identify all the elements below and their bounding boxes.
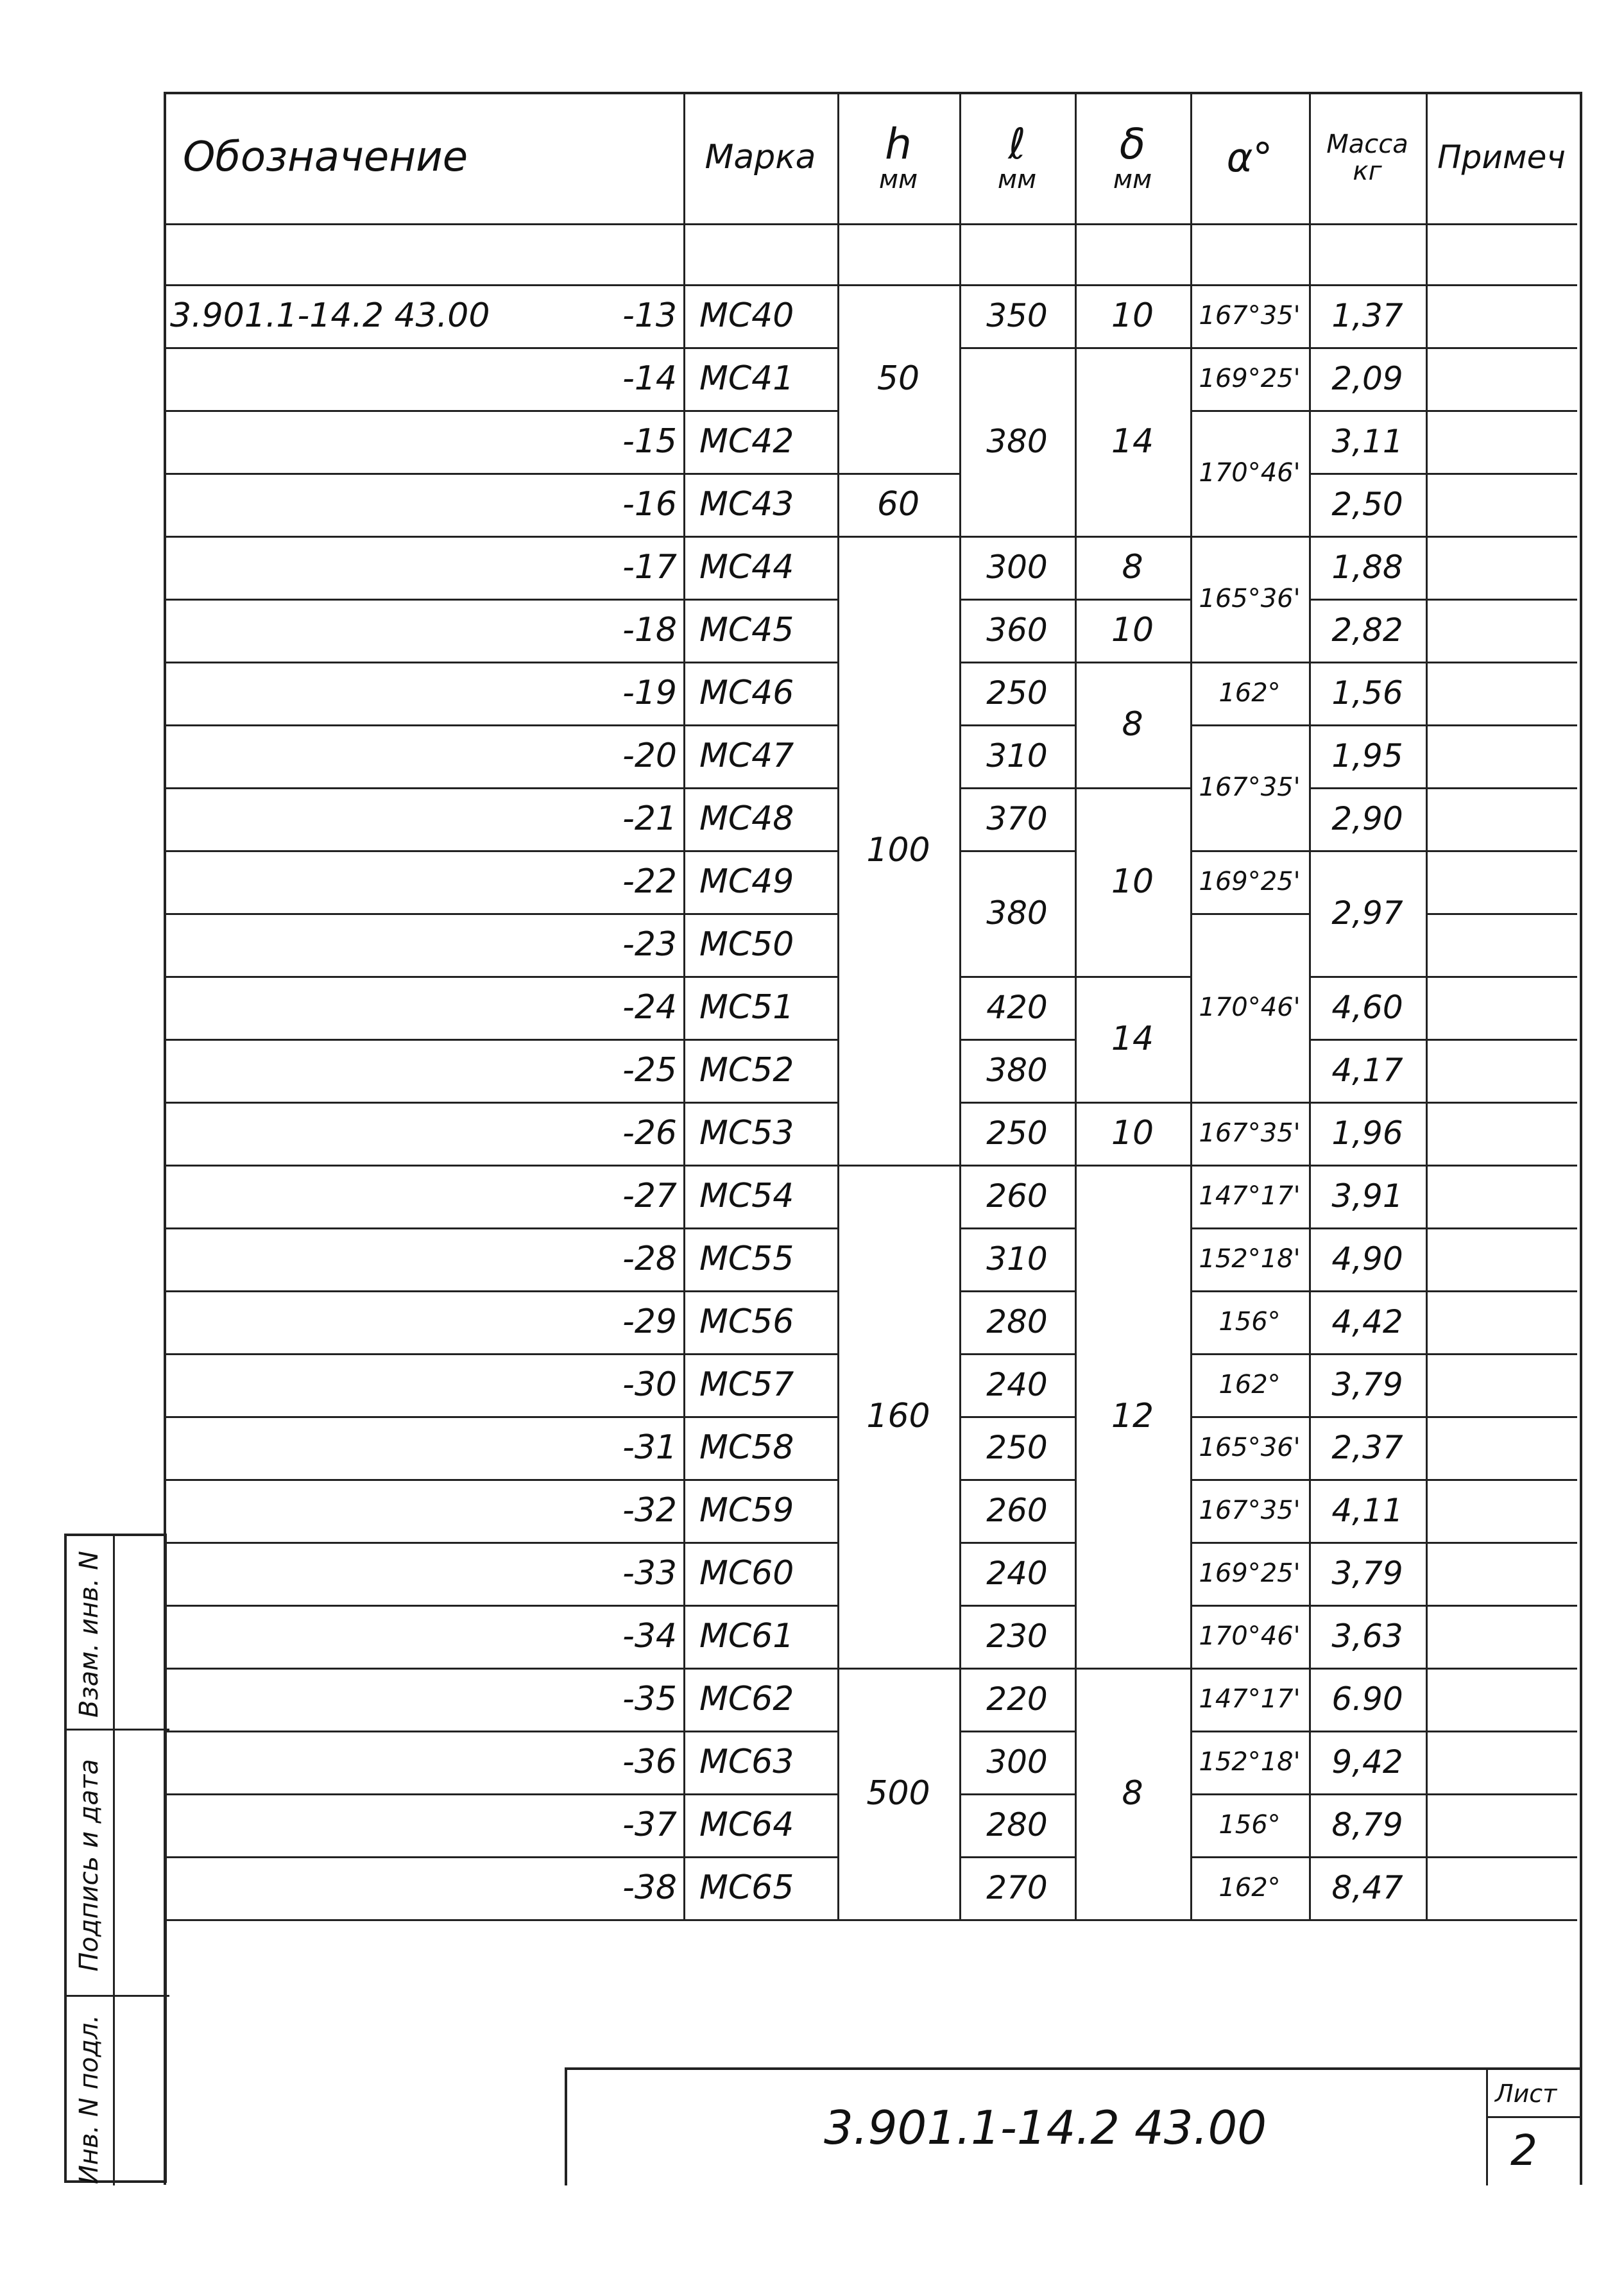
- header-l: [959, 92, 1075, 223]
- mark-cell: МС46: [699, 674, 794, 712]
- mark-cell: МС57: [699, 1365, 794, 1404]
- mass-cell: 2,50: [1331, 486, 1403, 523]
- mass-cell: 3,79: [1331, 1366, 1403, 1403]
- l-cell: 310: [986, 1240, 1048, 1278]
- header-mass-line: кг: [1353, 156, 1382, 186]
- row-line: [1426, 347, 1577, 349]
- alpha-cell: 169°25': [1199, 364, 1301, 393]
- l-cell: 240: [986, 1555, 1048, 1592]
- alpha-cell: 170°46': [1199, 993, 1301, 1022]
- alpha-cell: 156°: [1218, 1307, 1281, 1337]
- l-cell: 260: [986, 1177, 1048, 1215]
- mass-cell: 2,37: [1331, 1429, 1403, 1466]
- designation-suffix: -14: [622, 359, 677, 398]
- h-cell: 500: [866, 1774, 930, 1813]
- stamp-inv-no: Инв. N подл.: [74, 2014, 104, 2185]
- designation-suffix: -30: [622, 1365, 677, 1404]
- mark-cell: МС65: [699, 1868, 794, 1907]
- delta-cell: 14: [1111, 1020, 1154, 1058]
- mark-cell: МС51: [699, 988, 794, 1027]
- delta-cell: 8: [1122, 705, 1143, 744]
- l-cell: 380: [986, 423, 1048, 460]
- row-line: [1426, 1542, 1577, 1544]
- alpha-cell: 169°25': [1199, 867, 1301, 896]
- designation-suffix: -15: [622, 422, 677, 461]
- l-cell: 250: [986, 674, 1048, 712]
- designation-suffix: -33: [622, 1554, 677, 1593]
- mass-cell: 3,11: [1331, 423, 1403, 460]
- row-line: [1426, 976, 1577, 978]
- mass-cell: 1,37: [1331, 297, 1403, 334]
- mark-cell: МС58: [699, 1428, 794, 1467]
- alpha-cell: 162°: [1218, 1873, 1281, 1902]
- designation-suffix: -37: [622, 1806, 677, 1844]
- designation-suffix: -16: [622, 485, 677, 524]
- delta-cell: 10: [1111, 296, 1154, 335]
- row-line: [164, 1919, 1577, 1921]
- header-mark-line: Марка: [705, 138, 816, 177]
- header-note: [1426, 92, 1577, 223]
- designation-suffix: -26: [622, 1114, 677, 1152]
- mass-cell: 9,42: [1331, 1743, 1403, 1781]
- header-h: [837, 92, 959, 223]
- alpha-cell: 165°36': [1199, 584, 1301, 613]
- mark-cell: МС64: [699, 1806, 794, 1844]
- designation-suffix: -23: [622, 925, 677, 964]
- mass-cell: 8,79: [1331, 1806, 1403, 1843]
- row-line: [1426, 1605, 1577, 1607]
- mass-cell: 2,97: [1331, 894, 1403, 932]
- mass-cell: 2,90: [1331, 800, 1403, 837]
- designation-suffix: -29: [622, 1303, 677, 1341]
- delta-cell: 10: [1111, 862, 1154, 901]
- column-line: [837, 92, 839, 1919]
- column-line: [683, 92, 685, 1919]
- mass-cell: 2,82: [1331, 611, 1403, 649]
- mark-cell: МС45: [699, 611, 794, 649]
- row-line: [1426, 410, 1577, 412]
- row-line: [1426, 1165, 1577, 1167]
- l-cell: 300: [986, 1743, 1048, 1781]
- alpha-cell: 169°25': [1199, 1559, 1301, 1588]
- l-cell: 220: [986, 1680, 1048, 1718]
- designation-suffix: -20: [622, 737, 677, 775]
- l-cell: 350: [986, 297, 1048, 334]
- designation-suffix: -18: [622, 611, 677, 649]
- column-line: [1426, 92, 1428, 1919]
- mass-cell: 6.90: [1331, 1680, 1403, 1718]
- alpha-cell: 147°17': [1199, 1181, 1301, 1211]
- mark-cell: МС56: [699, 1303, 794, 1341]
- mass-cell: 1,95: [1331, 737, 1403, 774]
- l-cell: 360: [986, 611, 1048, 649]
- designation-suffix: -22: [622, 862, 677, 901]
- alpha-cell: 170°46': [1199, 1621, 1301, 1651]
- row-line: [1426, 1039, 1577, 1041]
- mass-cell: 2,09: [1331, 360, 1403, 397]
- delta-cell: 10: [1111, 611, 1154, 649]
- mark-cell: МС59: [699, 1491, 794, 1530]
- row-line: [164, 223, 1577, 225]
- sheet-number: 2: [1510, 2125, 1537, 2175]
- mark-cell: МС62: [699, 1680, 794, 1718]
- l-cell: 270: [986, 1869, 1048, 1906]
- l-cell: 380: [986, 1052, 1048, 1089]
- mark-cell: МС61: [699, 1617, 794, 1655]
- mass-cell: 1,56: [1331, 674, 1403, 712]
- header-delta-line: δ: [1119, 119, 1146, 169]
- delta-cell: 12: [1111, 1397, 1154, 1435]
- mark-cell: МС49: [699, 862, 794, 901]
- side-stamp: [64, 1534, 167, 2183]
- header-note-line: Примеч: [1437, 139, 1566, 176]
- mass-cell: 4,42: [1331, 1303, 1403, 1340]
- stamp-signature-date: Подпись и дата: [74, 1759, 104, 1972]
- mark-cell: МС44: [699, 548, 794, 586]
- alpha-cell: 152°18': [1199, 1244, 1301, 1274]
- row-line: [1426, 1102, 1577, 1104]
- designation-suffix: -24: [622, 988, 677, 1027]
- alpha-cell: 147°17': [1199, 1684, 1301, 1714]
- row-line: [1426, 1856, 1577, 1858]
- mass-cell: 4,11: [1331, 1492, 1403, 1529]
- delta-cell: 10: [1111, 1114, 1154, 1152]
- row-line: [1426, 536, 1577, 538]
- mark-cell: МС42: [699, 422, 794, 461]
- row-line: [1426, 787, 1577, 789]
- specification-table: [164, 92, 1577, 1920]
- l-cell: 420: [986, 989, 1048, 1026]
- designation-suffix: -36: [622, 1743, 677, 1781]
- header-h-line: h: [885, 119, 912, 169]
- header-l-line: ℓ: [1008, 119, 1026, 169]
- row-line: [1426, 1793, 1577, 1795]
- header-designation-line: Обозначение: [183, 133, 468, 181]
- mass-cell: 1,88: [1331, 549, 1403, 586]
- header-alpha-line: α°: [1226, 133, 1273, 181]
- row-line: [1426, 724, 1577, 726]
- mass-cell: 3,63: [1331, 1618, 1403, 1655]
- alpha-cell: 167°35': [1199, 301, 1301, 330]
- row-line: [1426, 1731, 1577, 1732]
- mass-cell: 1,96: [1331, 1115, 1403, 1152]
- alpha-cell: 162°: [1218, 678, 1281, 708]
- l-cell: 240: [986, 1366, 1048, 1403]
- alpha-cell: 162°: [1218, 1370, 1281, 1399]
- designation-suffix: -32: [622, 1491, 677, 1530]
- delta-cell: 14: [1111, 422, 1154, 461]
- mark-cell: МС53: [699, 1114, 794, 1152]
- mass-cell: 8,47: [1331, 1869, 1403, 1906]
- header-delta: [1075, 92, 1190, 223]
- h-cell: 60: [876, 485, 920, 524]
- column-line: [959, 92, 961, 1919]
- mass-cell: 4,90: [1331, 1240, 1403, 1278]
- title-document-code: 3.901.1-14.2 43.00: [824, 2101, 1267, 2155]
- alpha-cell: 170°46': [1199, 458, 1301, 488]
- l-cell: 310: [986, 737, 1048, 774]
- row-line: [1426, 1227, 1577, 1229]
- sheet-label: Лист: [1495, 2080, 1557, 2108]
- designation-suffix: -25: [622, 1051, 677, 1090]
- designation-suffix: -13: [622, 296, 677, 335]
- h-cell: 160: [866, 1397, 930, 1435]
- h-cell: 100: [866, 831, 930, 869]
- row-line: [1426, 1416, 1577, 1418]
- designation-suffix: -31: [622, 1428, 677, 1467]
- designation-suffix: -28: [622, 1240, 677, 1278]
- mark-cell: МС52: [699, 1051, 794, 1090]
- row-line: [1426, 913, 1577, 915]
- alpha-cell: 167°35': [1199, 773, 1301, 802]
- alpha-cell: 165°36': [1199, 1433, 1301, 1462]
- alpha-cell: 167°35': [1199, 1118, 1301, 1148]
- mark-cell: МС40: [699, 296, 794, 335]
- designation-suffix: -38: [622, 1868, 677, 1907]
- mass-cell: 4,17: [1331, 1052, 1403, 1089]
- mark-cell: МС63: [699, 1743, 794, 1781]
- row-line: [1426, 850, 1577, 852]
- header-designation: [183, 92, 683, 223]
- l-cell: 280: [986, 1806, 1048, 1843]
- designation-suffix: -21: [622, 799, 677, 838]
- designation-prefix: 3.901.1-14.2 43.00: [170, 296, 490, 335]
- alpha-cell: 152°18': [1199, 1747, 1301, 1777]
- mark-cell: МС47: [699, 737, 794, 775]
- row-line: [1426, 473, 1577, 475]
- designation-suffix: -19: [622, 674, 677, 712]
- l-cell: 300: [986, 549, 1048, 586]
- column-line: [1309, 92, 1311, 1919]
- designation-suffix: -17: [622, 548, 677, 586]
- header-mark: [683, 92, 837, 223]
- mark-cell: МС60: [699, 1554, 794, 1593]
- l-cell: 250: [986, 1429, 1048, 1466]
- row-line: [1426, 1479, 1577, 1481]
- header-delta-line: мм: [1113, 165, 1152, 195]
- mark-cell: МС48: [699, 799, 794, 838]
- mark-cell: МС54: [699, 1177, 794, 1215]
- mass-cell: 3,91: [1331, 1177, 1403, 1215]
- mark-cell: МС43: [699, 485, 794, 524]
- l-cell: 260: [986, 1492, 1048, 1529]
- l-cell: 280: [986, 1303, 1048, 1340]
- alpha-cell: 167°35': [1199, 1496, 1301, 1525]
- designation-suffix: -35: [622, 1680, 677, 1718]
- l-cell: 230: [986, 1618, 1048, 1655]
- row-line: [1426, 1668, 1577, 1670]
- row-line: [1426, 1353, 1577, 1355]
- row-line: [1426, 1290, 1577, 1292]
- mark-cell: МС41: [699, 359, 794, 398]
- title-block: [565, 2067, 1580, 2185]
- stamp-replaces-inv: Взам. инв. N: [74, 1551, 104, 1718]
- column-line: [1075, 92, 1077, 1919]
- mark-cell: МС55: [699, 1240, 794, 1278]
- mass-cell: 3,79: [1331, 1555, 1403, 1592]
- row-line: [1426, 662, 1577, 663]
- alpha-cell: 156°: [1218, 1810, 1281, 1840]
- mass-cell: 4,60: [1331, 989, 1403, 1026]
- mark-cell: МС50: [699, 925, 794, 964]
- h-cell: 50: [876, 359, 920, 398]
- header-h-line: мм: [878, 165, 918, 195]
- delta-cell: 8: [1122, 548, 1143, 586]
- delta-cell: 8: [1122, 1774, 1143, 1813]
- l-cell: 380: [986, 894, 1048, 932]
- header-mass-line: Масса: [1326, 129, 1408, 159]
- header-l-line: мм: [997, 165, 1037, 195]
- row-line: [1426, 599, 1577, 601]
- designation-suffix: -34: [622, 1617, 677, 1655]
- header-mass: [1309, 92, 1426, 223]
- l-cell: 370: [986, 800, 1048, 837]
- header-alpha: [1190, 92, 1309, 223]
- l-cell: 250: [986, 1115, 1048, 1152]
- column-line: [1190, 92, 1192, 1919]
- designation-suffix: -27: [622, 1177, 677, 1215]
